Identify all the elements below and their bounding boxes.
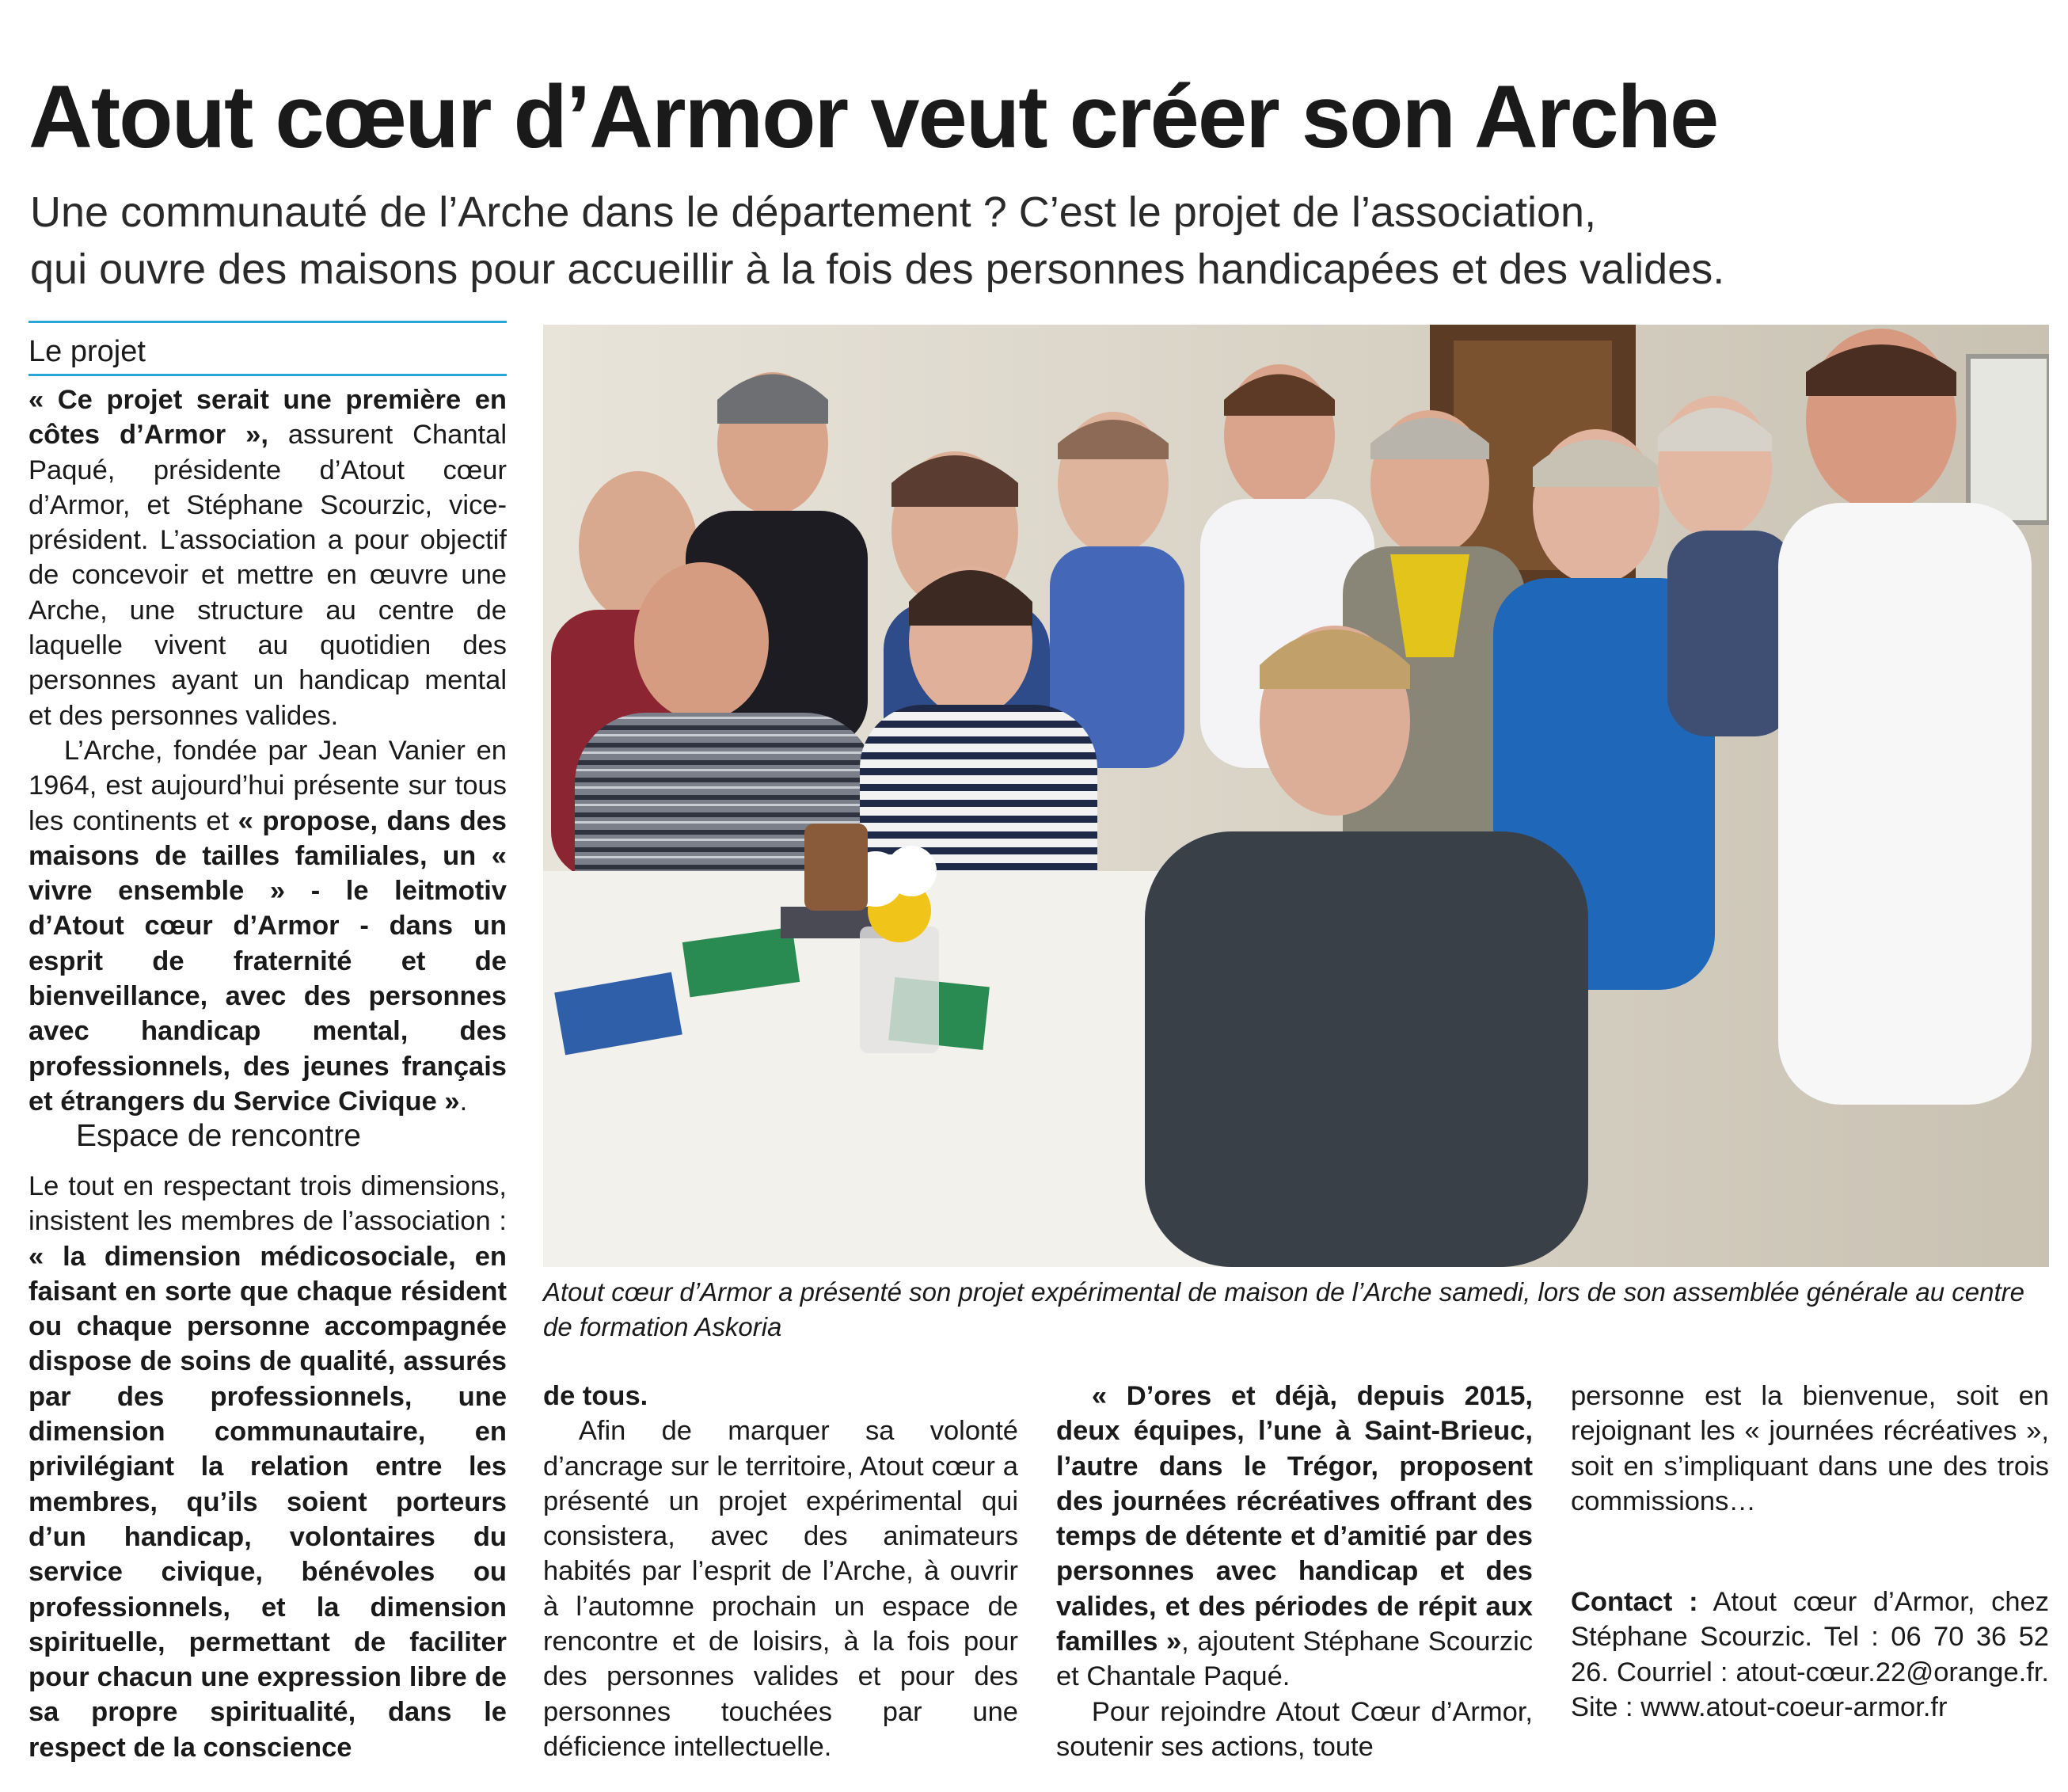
attribution: , ajoutent Stéphane Scourzic et Chantale Paqué. [1056, 1626, 1534, 1692]
paragraph-7: Pour rejoindre Atout Cœur d’Armor, soutenir ses actions, toute [1056, 1696, 1533, 1762]
paragraph-3-text: Le tout en respectant trois dimensions, insistent les membres de l’association : [29, 1171, 507, 1237]
rubric-label: Le projet [29, 335, 146, 368]
paragraph-2-text: L’Arche, fondée par Jean Vanier en 1964, est aujourd’hui présente sur tous les continents et [29, 735, 507, 836]
column-1-bottom [29, 1169, 507, 1765]
paragraph-1 [29, 382, 507, 733]
paragraph-8: personne est la bienvenue, soit en rejoignant les « journées récréatives », soit en s’impliquant dans une des trois commissions… [1571, 1381, 2049, 1516]
photo-caption: Atout cœur d’Armor a présenté son projet expérimental de maison de l’Arche samedi, lors de son assemblée générale au centre de formation Askoria [543, 1277, 2024, 1341]
subtitle-line-2: qui ouvre des maisons pour accueillir à la fois des personnes handicapées et des valides. [30, 245, 1725, 293]
group-photo [543, 325, 2049, 1267]
intertitle: Espace de rencontre [76, 1119, 361, 1153]
rubric-rule-bottom [29, 374, 507, 376]
subtitle [30, 184, 2025, 298]
quote-3-end: de tous. [543, 1381, 648, 1411]
quote-4: « D’ores et déjà, depuis 2015, deux équipes, l’une à Saint-Brieuc, l’autre dans le Trégor, proposent des journées récréatives offrant des temps de détente et d’amitié par des personnes avec handicap et des valides, et des périodes de répit aux familles » [1056, 1381, 1533, 1657]
contact-text: Atout cœur d’Armor, chez Stéphane Scourzic. Tel : 06 70 36 52 26. Courriel : atout-cœur.22@orange.fr. Site : www.atout-coeur-armor.fr [1571, 1587, 2049, 1722]
paragraph-3 [29, 1169, 507, 1765]
subtitle-line-1: Une communauté de l’Arche dans le département ? C’est le projet de l’association, [30, 188, 1597, 236]
quote-2: « propose, dans des maisons de tailles familiales, un « vivre ensemble » - le leitmotiv d’Atout cœur d’Armor - dans un esprit de fraternité et de bienveillance, avec des personnes avec handicap mental, des professionnels, des jeunes français et étrangers du Service Civique » [29, 805, 507, 1117]
paragraph-2-end: . [459, 1086, 468, 1117]
paragraph-1-text: assurent Chantal Paqué, présidente d’Atout cœur d’Armor, et Stéphane Scourzic, vice-président. L’association a pour objectif de concevoir et mettre en œuvre une Arche, une structure au centre de laquelle vivent au quotidien des personnes ayant un handicap mental et des personnes valides. [29, 420, 507, 731]
paragraph-4-lead [543, 1379, 1018, 1413]
quote-3: « la dimension médicosociale, en faisant en sorte que chaque résident ou chaque personne accompagnée dispose de soins de qualité, assurés par des professionnels, une dimension communautaire, en privilégiant la relation entre les membres, qu’ils soient porteurs d’un handicap, volontaires du service civique, bénévoles ou professionnels, et la dimension spirituelle, permettant de faciliter pour chacun une expression libre de sa propre spiritualité, dans le respect de la conscience [29, 1241, 507, 1763]
group-photo-illustration [543, 325, 2049, 1267]
paragraph-2 [29, 733, 507, 1119]
contact-label: Contact : [1571, 1587, 1698, 1617]
rubric-rule-top [29, 321, 507, 323]
column-3 [1056, 1379, 1533, 1764]
paragraph-6 [1056, 1379, 1533, 1695]
column-2 [543, 1379, 1018, 1764]
quote-1: « Ce projet serait une première en côtes d’Armor », [29, 385, 507, 451]
paragraph-5: Afin de marquer sa volonté d’ancrage sur le territoire, Atout cœur a présenté un projet expérimental qui consistera, avec des animateurs habités par l’esprit de l’Arche, à ouvrir à l’automne prochain un espace de rencontre et de loisirs, à la fois pour des personnes valides et pour des personnes touchées par une déficience intellectuelle. [543, 1416, 1018, 1762]
headline: Atout cœur d’Armor veut créer son Arche [29, 67, 1718, 166]
contact-block [1571, 1585, 2049, 1725]
column-1-top [29, 382, 507, 1119]
column-4 [1571, 1379, 2049, 1519]
